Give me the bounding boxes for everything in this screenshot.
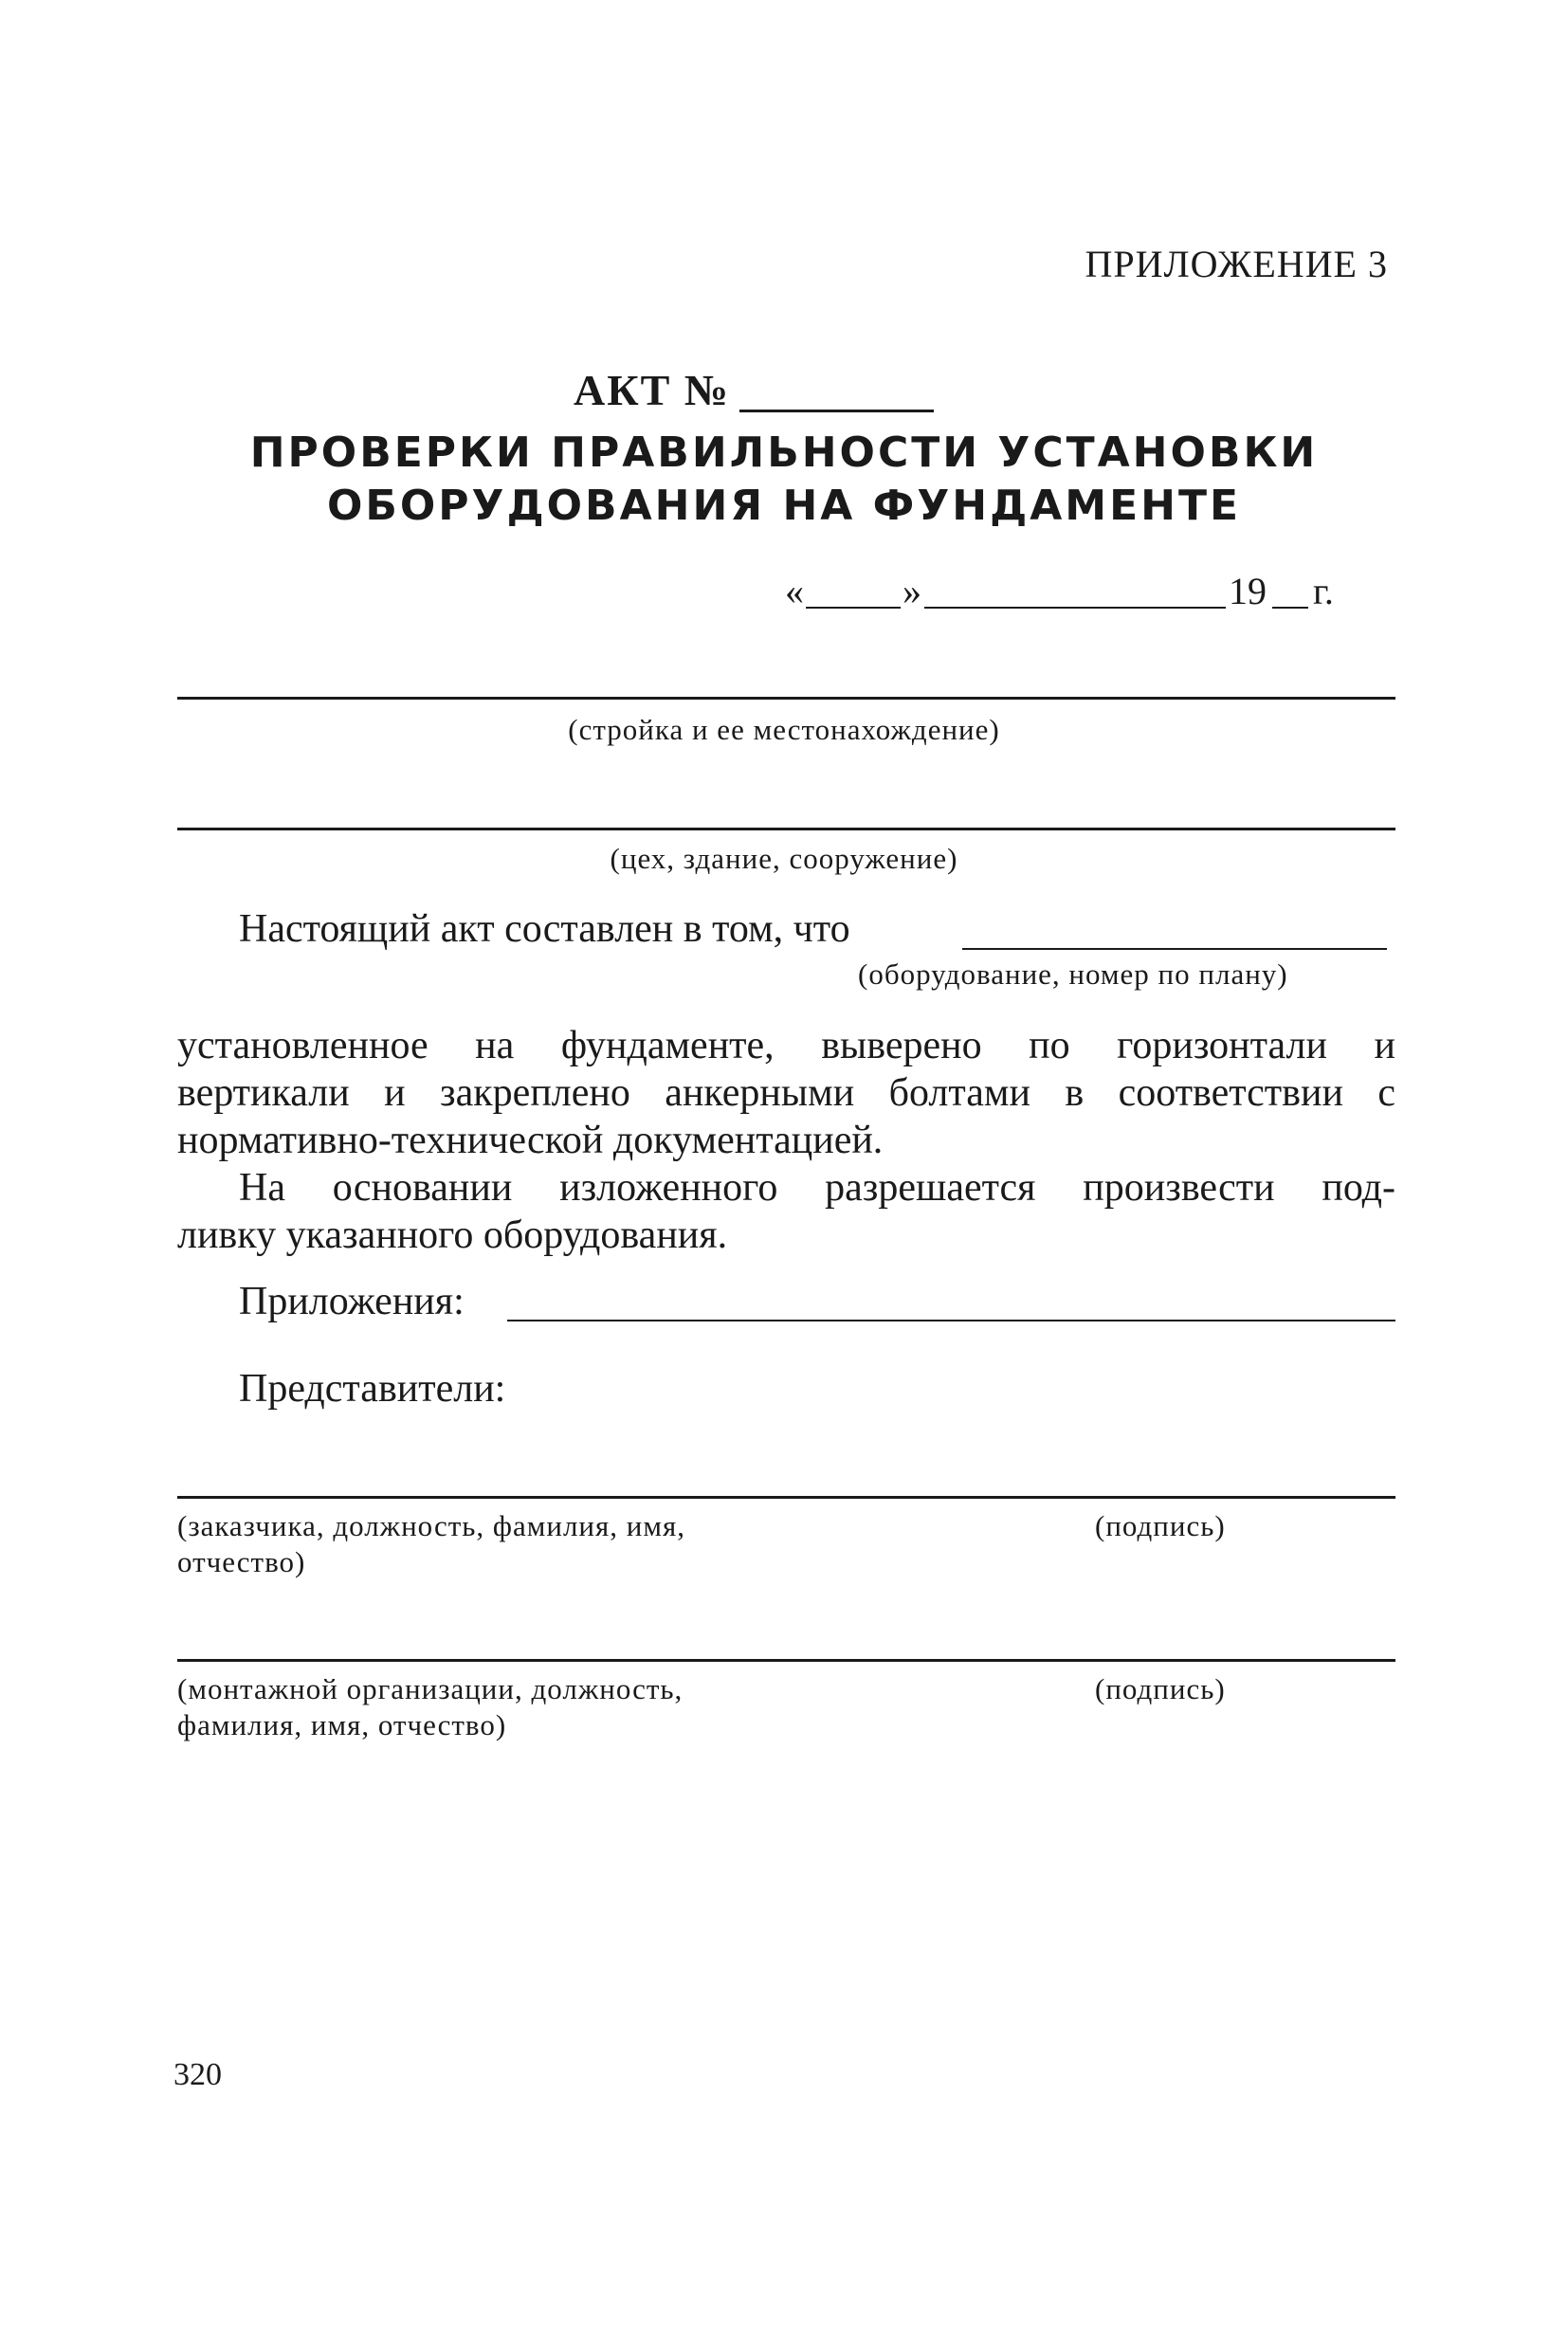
- body-line-5: ливку указанного оборудования.: [177, 1213, 728, 1257]
- attachments-field-line: [507, 1320, 1395, 1321]
- customer-signature-line: [177, 1496, 1395, 1499]
- contractor-signature-caption: (подпись): [1095, 1672, 1226, 1705]
- contractor-role-caption-2: фамилия, имя, отчество): [177, 1708, 507, 1741]
- date-year-blank: [1272, 607, 1308, 609]
- customer-role-caption-1: (заказчика, должность, фамилия, имя,: [177, 1509, 685, 1542]
- customer-signature-caption: (подпись): [1095, 1509, 1226, 1542]
- act-number-blank: [739, 410, 934, 412]
- title-line-2: ОБОРУДОВАНИЯ НА ФУНДАМЕНТЕ: [326, 482, 1242, 530]
- equipment-field-line: [962, 948, 1387, 950]
- contractor-signature-line: [177, 1659, 1395, 1662]
- date-open-quote: «: [785, 570, 804, 612]
- contractor-role-caption-1: (монтажной организации, должность,: [177, 1672, 684, 1705]
- date-close-quote: »: [903, 570, 921, 612]
- representatives-label: Представители:: [239, 1367, 506, 1411]
- act-intro-text: Настоящий акт составлен в том, что: [239, 907, 850, 951]
- workshop-field-line: [177, 828, 1395, 830]
- equipment-caption: (оборудование, номер по плану): [858, 957, 1288, 991]
- workshop-caption: (цех, здание, сооружение): [610, 842, 958, 875]
- customer-role-caption-2: отчество): [177, 1545, 306, 1578]
- date-year-suffix: г.: [1313, 570, 1334, 612]
- date-year-prefix: 19: [1229, 570, 1267, 612]
- body-line-2: вертикали и закреплено анкерными болтами в соответствии с: [177, 1071, 1395, 1115]
- act-number-label: АКТ №: [574, 366, 730, 414]
- date-day-blank: [806, 607, 901, 609]
- date-month-blank: [924, 607, 1226, 609]
- construction-field-line: [177, 697, 1395, 700]
- title-line-1: ПРОВЕРКИ ПРАВИЛЬНОСТИ УСТАНОВКИ: [249, 428, 1319, 477]
- attachments-label: Приложения:: [239, 1280, 465, 1323]
- body-line-1: установленное на фундаменте, выверено по горизонтали и: [177, 1024, 1395, 1067]
- construction-caption: (стройка и ее местонахождение): [568, 713, 1000, 746]
- appendix-label: ПРИЛОЖЕНИЕ 3: [1085, 243, 1388, 285]
- page-number: 320: [173, 2057, 222, 2092]
- body-line-4: На основании изложенного разрешается произвести под-: [239, 1166, 1395, 1210]
- body-line-3: нормативно-технической документацией.: [177, 1119, 884, 1162]
